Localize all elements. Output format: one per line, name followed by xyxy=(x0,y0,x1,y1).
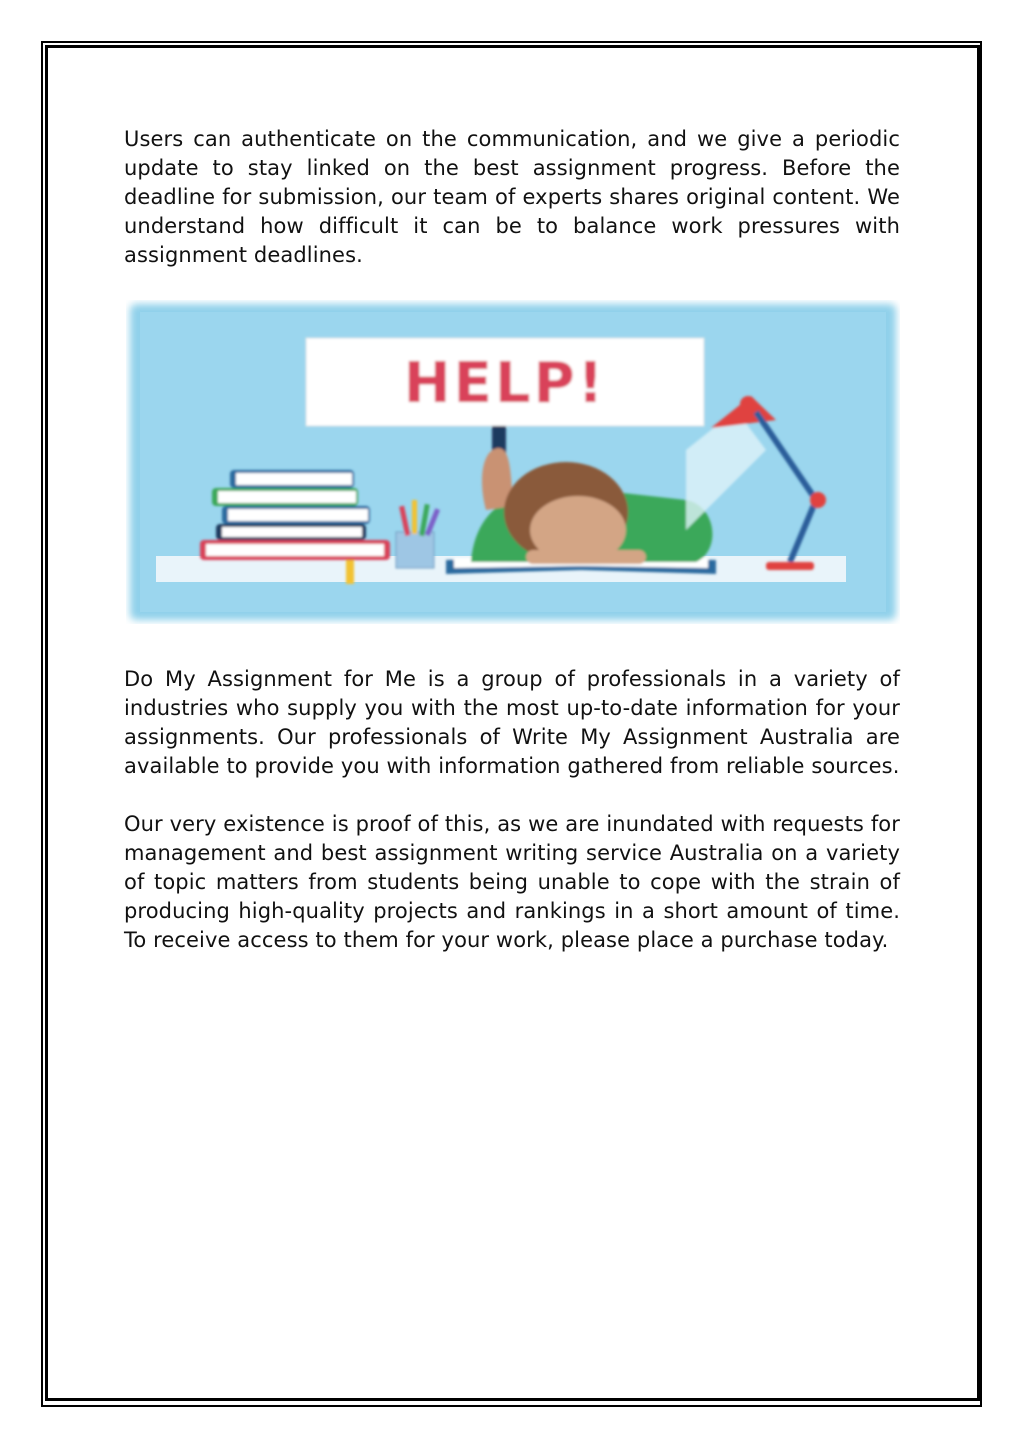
help-illustration xyxy=(126,300,900,624)
paragraph-intro: Users can authenticate on the communication, and we give a periodic update to stay linked on the best assignment progress. Before the deadline for submission, our team of experts shares original content. We understand how difficult it can be to balance work pressures with assignment deadlines. xyxy=(124,127,900,267)
help-sign-text: HELP! xyxy=(403,351,607,416)
paragraph-closing: Our very existence is proof of this, as we are inundated with requests for management and best assignment writing service Australia on a variety of topic matters from students being unable to cope with the strain of producing high-quality projects and rankings in a short amount of time. To receive access to them for your work, please place a purchase today. xyxy=(124,812,900,952)
paragraph-services: Do My Assignment for Me is a group of professionals in a variety of industries who supply you with the most up-to-date information for your assignments. Our professionals of Write My Assignment Australia are available to provide you with information gathered from reliable sources. xyxy=(124,667,900,778)
